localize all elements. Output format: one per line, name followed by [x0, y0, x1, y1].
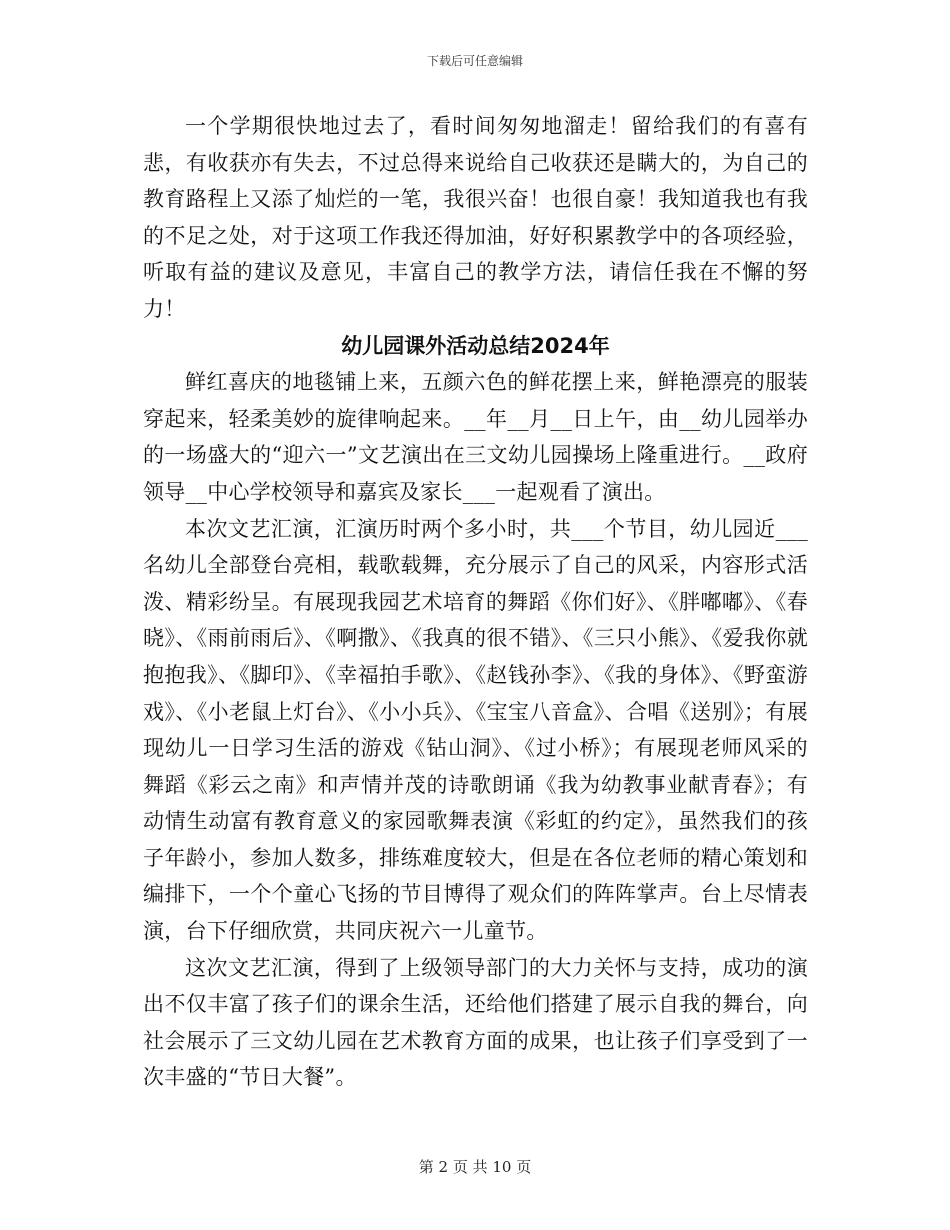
- paragraph-conclusion: 这次文艺汇演，得到了上级领导部门的大力关怀与支持，成功的演出不仅丰富了孩子们的课余生活，还给他们搭建了展示自我的舞台，向社会展示了三文幼儿园在艺术教育方面的成果，也让孩子们享受到了一次丰盛的“节日大餐”。: [143, 955, 808, 1090]
- paragraph-event-intro: 鲜红喜庆的地毯铺上来，五颜六色的鲜花摆上来，鲜艳漂亮的服装穿起来，轻柔美妙的旋律响起来。__年__月__日上午，由__幼儿园举办的一场盛大的“迎六一”文艺演出在三文幼儿园操场上隆重进行。__政府领导__中心学校领导和嘉宾及家长___一起观看了演出。: [143, 370, 808, 504]
- section-title: 幼儿园课外活动总结2024年: [341, 333, 610, 358]
- page-number: 第 2 页 共 10 页: [418, 1158, 532, 1176]
- paragraph-program-list: 本次文艺汇演，汇演历时两个多小时，共___个节目，幼儿园近___名幼儿全部登台亮相，载歌载舞，充分展示了自己的风采，内容形式活泼、精彩纷呈。有展现我园艺术培育的舞蹈《你们好》、《胖嘟嘟》、《春晓》、《雨前雨后》、《啊撒》、《我真的很不错》、《三只小熊》、《爱我你就抱抱我》、《脚印》、《幸福拍手歌》、《赵钱孙李》、《我的身体》、《野蛮游戏》、《小老鼠上灯台》、《小小兵》、《宝宝八音盒》、合唱《送别》；有展现幼儿一日学习生活的游戏《钻山洞》、《过小桥》；有展现老师风采的舞蹈《彩云之南》和声情并茂的诗歌朗诵《我为幼教事业献青春》；有动情生动富有教育意义的家园歌舞表演《彩虹的约定》，虽然我们的孩子年龄小，参加人数多，排练难度较大，但是在各位老师的精心策划和编排下，一个个童心飞扬的节目博得了观众们的阵阵掌声。台上尽情表演，台下仔细欣赏，共同庆祝六一儿童节。: [143, 516, 808, 944]
- document-body: [143, 108, 808, 1096]
- page-header-note: 下载后可任意编辑: [426, 54, 523, 68]
- paragraph-semester-reflection: 一个学期很快地过去了，看时间匆匆地溜走！留给我们的有喜有悲，有收获亦有失去，不过总得来说给自己收获还是瞒大的，为自己的教育路程上又添了灿烂的一笔，我很兴奋！也很自豪！我知道我也有我的不足之处，对于这项工作我还得加油，好好积累教学中的各项经验，听取有益的建议及意见，丰富自己的教学方法，请信任我在不懈的努力！: [143, 114, 808, 321]
